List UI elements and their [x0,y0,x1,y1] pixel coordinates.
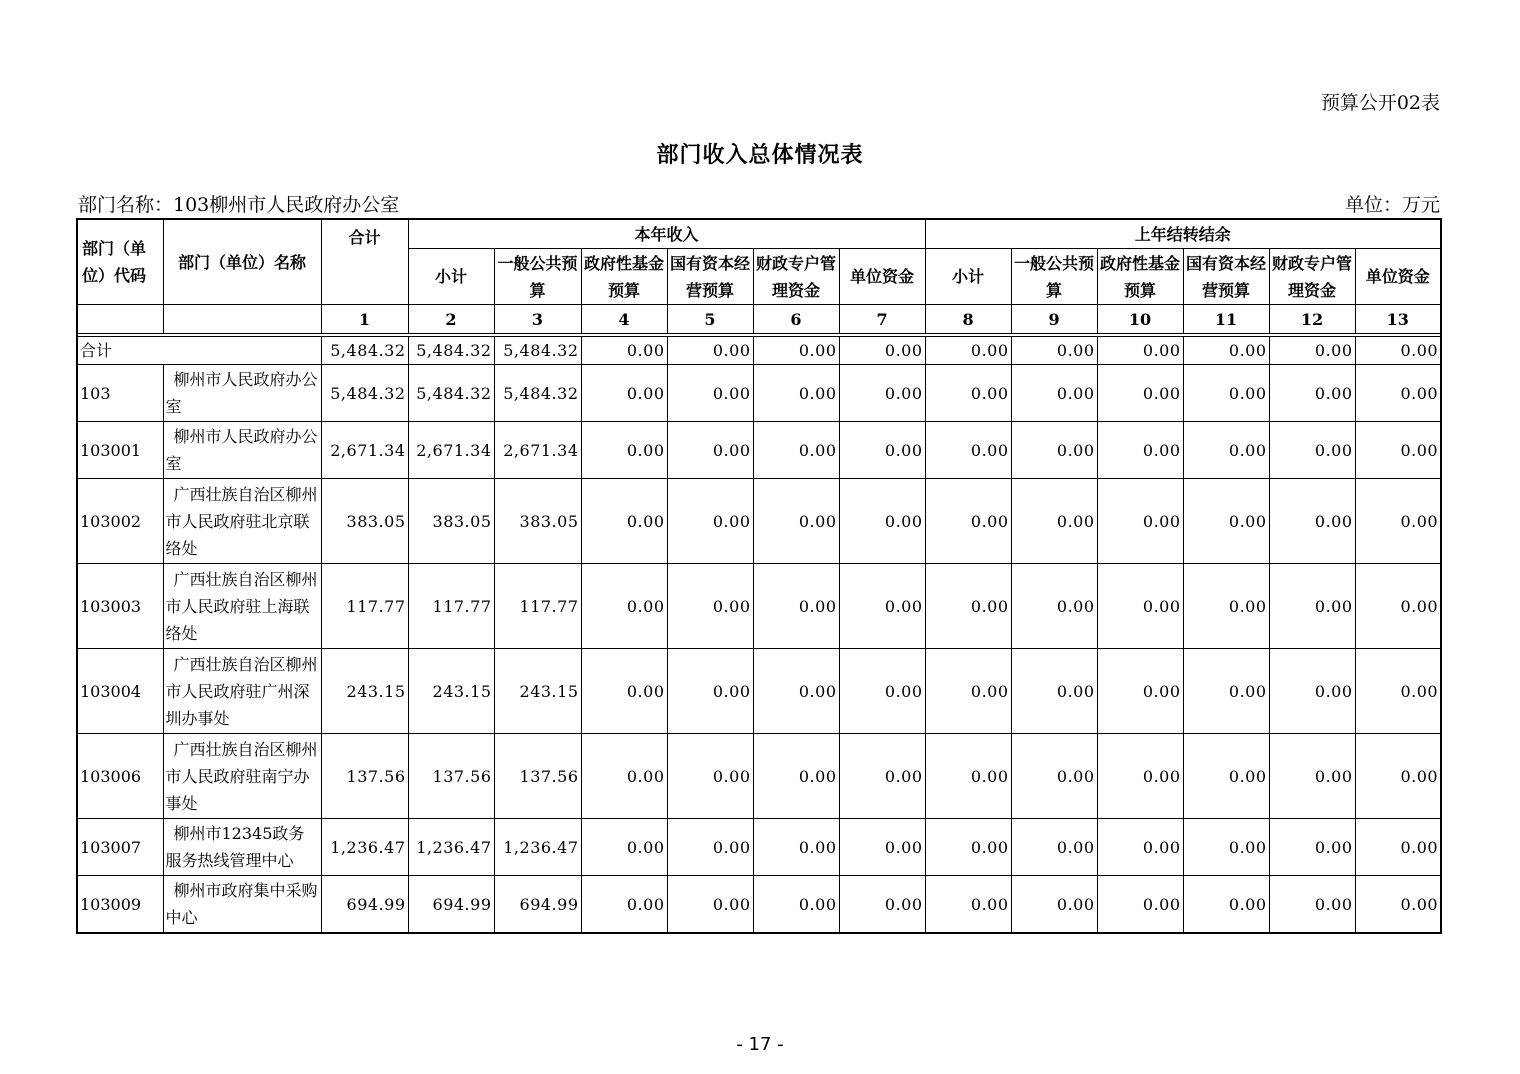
value-cell: 0.00 [1097,819,1183,876]
table-row [77,876,1441,934]
header-sub-col: 财政专户管理资金 [753,249,839,305]
value-cell: 0.00 [1183,365,1269,422]
department-label: 部门名称：103柳州市人民政府办公室 [78,194,400,216]
value-cell: 694.99 [321,876,408,934]
value-cell: 0.00 [581,649,667,734]
value-cell: 0.00 [925,365,1011,422]
value-cell: 0.00 [1355,365,1441,422]
value-cell: 0.00 [1097,337,1183,365]
value-cell: 0.00 [667,422,753,479]
value-cell: 0.00 [753,876,839,934]
value-cell: 0.00 [581,734,667,819]
table-row [77,819,1441,876]
unit-name: 柳州市12345政务服务热线管理中心 [163,819,321,876]
unit-code: 103009 [77,876,163,934]
value-cell: 0.00 [1269,422,1355,479]
table-row [77,734,1441,819]
header-index: 3 [494,305,581,334]
header-code: 部门（单位）代码 [77,219,163,305]
value-cell: 0.00 [1183,564,1269,649]
value-cell: 694.99 [408,876,494,934]
value-cell: 0.00 [1355,649,1441,734]
header-index: 6 [753,305,839,334]
value-cell: 0.00 [1183,479,1269,564]
unit-code: 103 [77,365,163,422]
header-sub-col: 小计 [408,249,494,305]
value-cell: 0.00 [839,479,925,564]
value-cell: 0.00 [925,876,1011,934]
unit-name: 广西壮族自治区柳州市人民政府驻上海联络处 [163,564,321,649]
value-cell: 5,484.32 [408,337,494,365]
header-sub-col: 小计 [925,249,1011,305]
header-index: 1 [321,305,408,334]
value-cell: 0.00 [1097,564,1183,649]
header-group-carryover: 上年结转结余 [925,219,1441,249]
table-row [77,422,1441,479]
unit-name: 柳州市人民政府办公室 [163,422,321,479]
form-number: 预算公开02表 [1320,92,1440,114]
value-cell: 1,236.47 [321,819,408,876]
value-cell: 0.00 [581,365,667,422]
value-cell: 0.00 [1011,479,1097,564]
unit-code: 103004 [77,649,163,734]
value-cell: 0.00 [1011,365,1097,422]
value-cell: 0.00 [839,564,925,649]
header-index: 12 [1269,305,1355,334]
value-cell: 0.00 [753,564,839,649]
table-row [77,564,1441,649]
value-cell: 0.00 [1269,734,1355,819]
value-cell: 2,671.34 [494,422,581,479]
value-cell: 0.00 [581,564,667,649]
table-row [77,649,1441,734]
unit-name: 广西壮族自治区柳州市人民政府驻北京联络处 [163,479,321,564]
value-cell: 0.00 [1097,479,1183,564]
value-cell: 0.00 [581,337,667,365]
value-cell: 5,484.32 [494,337,581,365]
value-cell: 0.00 [753,734,839,819]
value-cell: 383.05 [408,479,494,564]
header-sub-col: 财政专户管理资金 [1269,249,1355,305]
value-cell: 0.00 [667,876,753,934]
unit-name: 广西壮族自治区柳州市人民政府驻南宁办事处 [163,734,321,819]
value-cell: 0.00 [1269,479,1355,564]
value-cell: 0.00 [1269,876,1355,934]
value-cell: 5,484.32 [408,365,494,422]
header-index: 8 [925,305,1011,334]
table-row [77,365,1441,422]
header-sub-col: 单位资金 [839,249,925,305]
header-index: 2 [408,305,494,334]
total-label: 合计 [77,337,321,365]
value-cell: 0.00 [839,819,925,876]
value-cell: 0.00 [753,337,839,365]
value-cell: 0.00 [753,479,839,564]
index-blank [163,305,321,334]
value-cell: 0.00 [839,337,925,365]
value-cell: 0.00 [753,422,839,479]
value-cell: 117.77 [321,564,408,649]
value-cell: 0.00 [839,649,925,734]
value-cell: 0.00 [1011,564,1097,649]
unit-name: 广西壮族自治区柳州市人民政府驻广州深圳办事处 [163,649,321,734]
header-sub-col: 单位资金 [1355,249,1441,305]
header-sub-col: 国有资本经营预算 [1183,249,1269,305]
value-cell: 0.00 [1183,337,1269,365]
value-cell: 0.00 [1269,564,1355,649]
header-name: 部门（单位）名称 [163,219,321,305]
value-cell: 5,484.32 [321,337,408,365]
value-cell: 0.00 [1097,365,1183,422]
header-sub-col: 国有资本经营预算 [667,249,753,305]
value-cell: 2,671.34 [321,422,408,479]
value-cell: 0.00 [1097,876,1183,934]
value-cell: 0.00 [1183,734,1269,819]
value-cell: 0.00 [667,734,753,819]
value-cell: 1,236.47 [494,819,581,876]
header-index: 7 [839,305,925,334]
header-sub-col: 一般公共预算 [1011,249,1097,305]
header-index: 13 [1355,305,1441,334]
unit-code: 103006 [77,734,163,819]
value-cell: 0.00 [581,479,667,564]
unit-label: 单位：万元 [1344,194,1440,216]
unit-code: 103002 [77,479,163,564]
value-cell: 1,236.47 [408,819,494,876]
value-cell: 383.05 [494,479,581,564]
value-cell: 0.00 [753,649,839,734]
value-cell: 0.00 [925,337,1011,365]
value-cell: 0.00 [1011,649,1097,734]
value-cell: 0.00 [1011,734,1097,819]
value-cell: 0.00 [667,564,753,649]
value-cell: 0.00 [667,479,753,564]
header-sub-col: 一般公共预算 [494,249,581,305]
value-cell: 0.00 [925,734,1011,819]
value-cell: 0.00 [667,649,753,734]
header-group-current: 本年收入 [408,219,925,249]
header-index: 9 [1011,305,1097,334]
value-cell: 0.00 [839,422,925,479]
value-cell: 0.00 [581,819,667,876]
value-cell: 0.00 [667,819,753,876]
unit-name: 柳州市政府集中采购中心 [163,876,321,934]
value-cell: 117.77 [408,564,494,649]
value-cell: 0.00 [1183,649,1269,734]
value-cell: 0.00 [1269,337,1355,365]
value-cell: 0.00 [1183,422,1269,479]
value-cell: 0.00 [839,734,925,819]
value-cell: 0.00 [1097,734,1183,819]
value-cell: 243.15 [321,649,408,734]
table-row [77,479,1441,564]
value-cell: 2,671.34 [408,422,494,479]
unit-code: 103003 [77,564,163,649]
value-cell: 0.00 [1355,734,1441,819]
unit-code: 103007 [77,819,163,876]
unit-name: 柳州市人民政府办公室 [163,365,321,422]
header-index: 11 [1183,305,1269,334]
value-cell: 0.00 [1183,819,1269,876]
value-cell: 0.00 [1355,422,1441,479]
value-cell: 0.00 [839,876,925,934]
income-table [76,218,1442,934]
value-cell: 0.00 [839,365,925,422]
value-cell: 0.00 [1355,479,1441,564]
value-cell: 0.00 [925,422,1011,479]
value-cell: 0.00 [1355,564,1441,649]
index-blank [77,305,163,334]
page-number: - 17 - [736,1034,784,1055]
value-cell: 137.56 [321,734,408,819]
value-cell: 694.99 [494,876,581,934]
value-cell: 0.00 [925,649,1011,734]
value-cell: 0.00 [1011,337,1097,365]
value-cell: 0.00 [753,819,839,876]
value-cell: 0.00 [581,422,667,479]
value-cell: 137.56 [494,734,581,819]
value-cell: 5,484.32 [494,365,581,422]
value-cell: 0.00 [667,365,753,422]
unit-code: 103001 [77,422,163,479]
value-cell: 0.00 [1011,876,1097,934]
value-cell: 0.00 [581,876,667,934]
value-cell: 137.56 [408,734,494,819]
value-cell: 0.00 [1183,876,1269,934]
header-index: 4 [581,305,667,334]
value-cell: 0.00 [1355,876,1441,934]
value-cell: 0.00 [925,479,1011,564]
value-cell: 243.15 [494,649,581,734]
header-index: 10 [1097,305,1183,334]
value-cell: 0.00 [1269,365,1355,422]
header-index: 5 [667,305,753,334]
header-sub-col: 政府性基金预算 [581,249,667,305]
value-cell: 0.00 [753,365,839,422]
value-cell: 0.00 [1355,819,1441,876]
value-cell: 5,484.32 [321,365,408,422]
value-cell: 0.00 [1269,819,1355,876]
value-cell: 0.00 [1355,337,1441,365]
value-cell: 0.00 [1269,649,1355,734]
value-cell: 0.00 [1097,422,1183,479]
value-cell: 0.00 [925,819,1011,876]
value-cell: 0.00 [1011,819,1097,876]
page-title: 部门收入总体情况表 [656,142,864,168]
table-row-total [77,337,1441,365]
value-cell: 243.15 [408,649,494,734]
value-cell: 383.05 [321,479,408,564]
value-cell: 0.00 [925,564,1011,649]
value-cell: 117.77 [494,564,581,649]
header-sub-col: 政府性基金预算 [1097,249,1183,305]
value-cell: 0.00 [667,337,753,365]
value-cell: 0.00 [1097,649,1183,734]
value-cell: 0.00 [1011,422,1097,479]
header-total: 合计 [321,219,408,305]
